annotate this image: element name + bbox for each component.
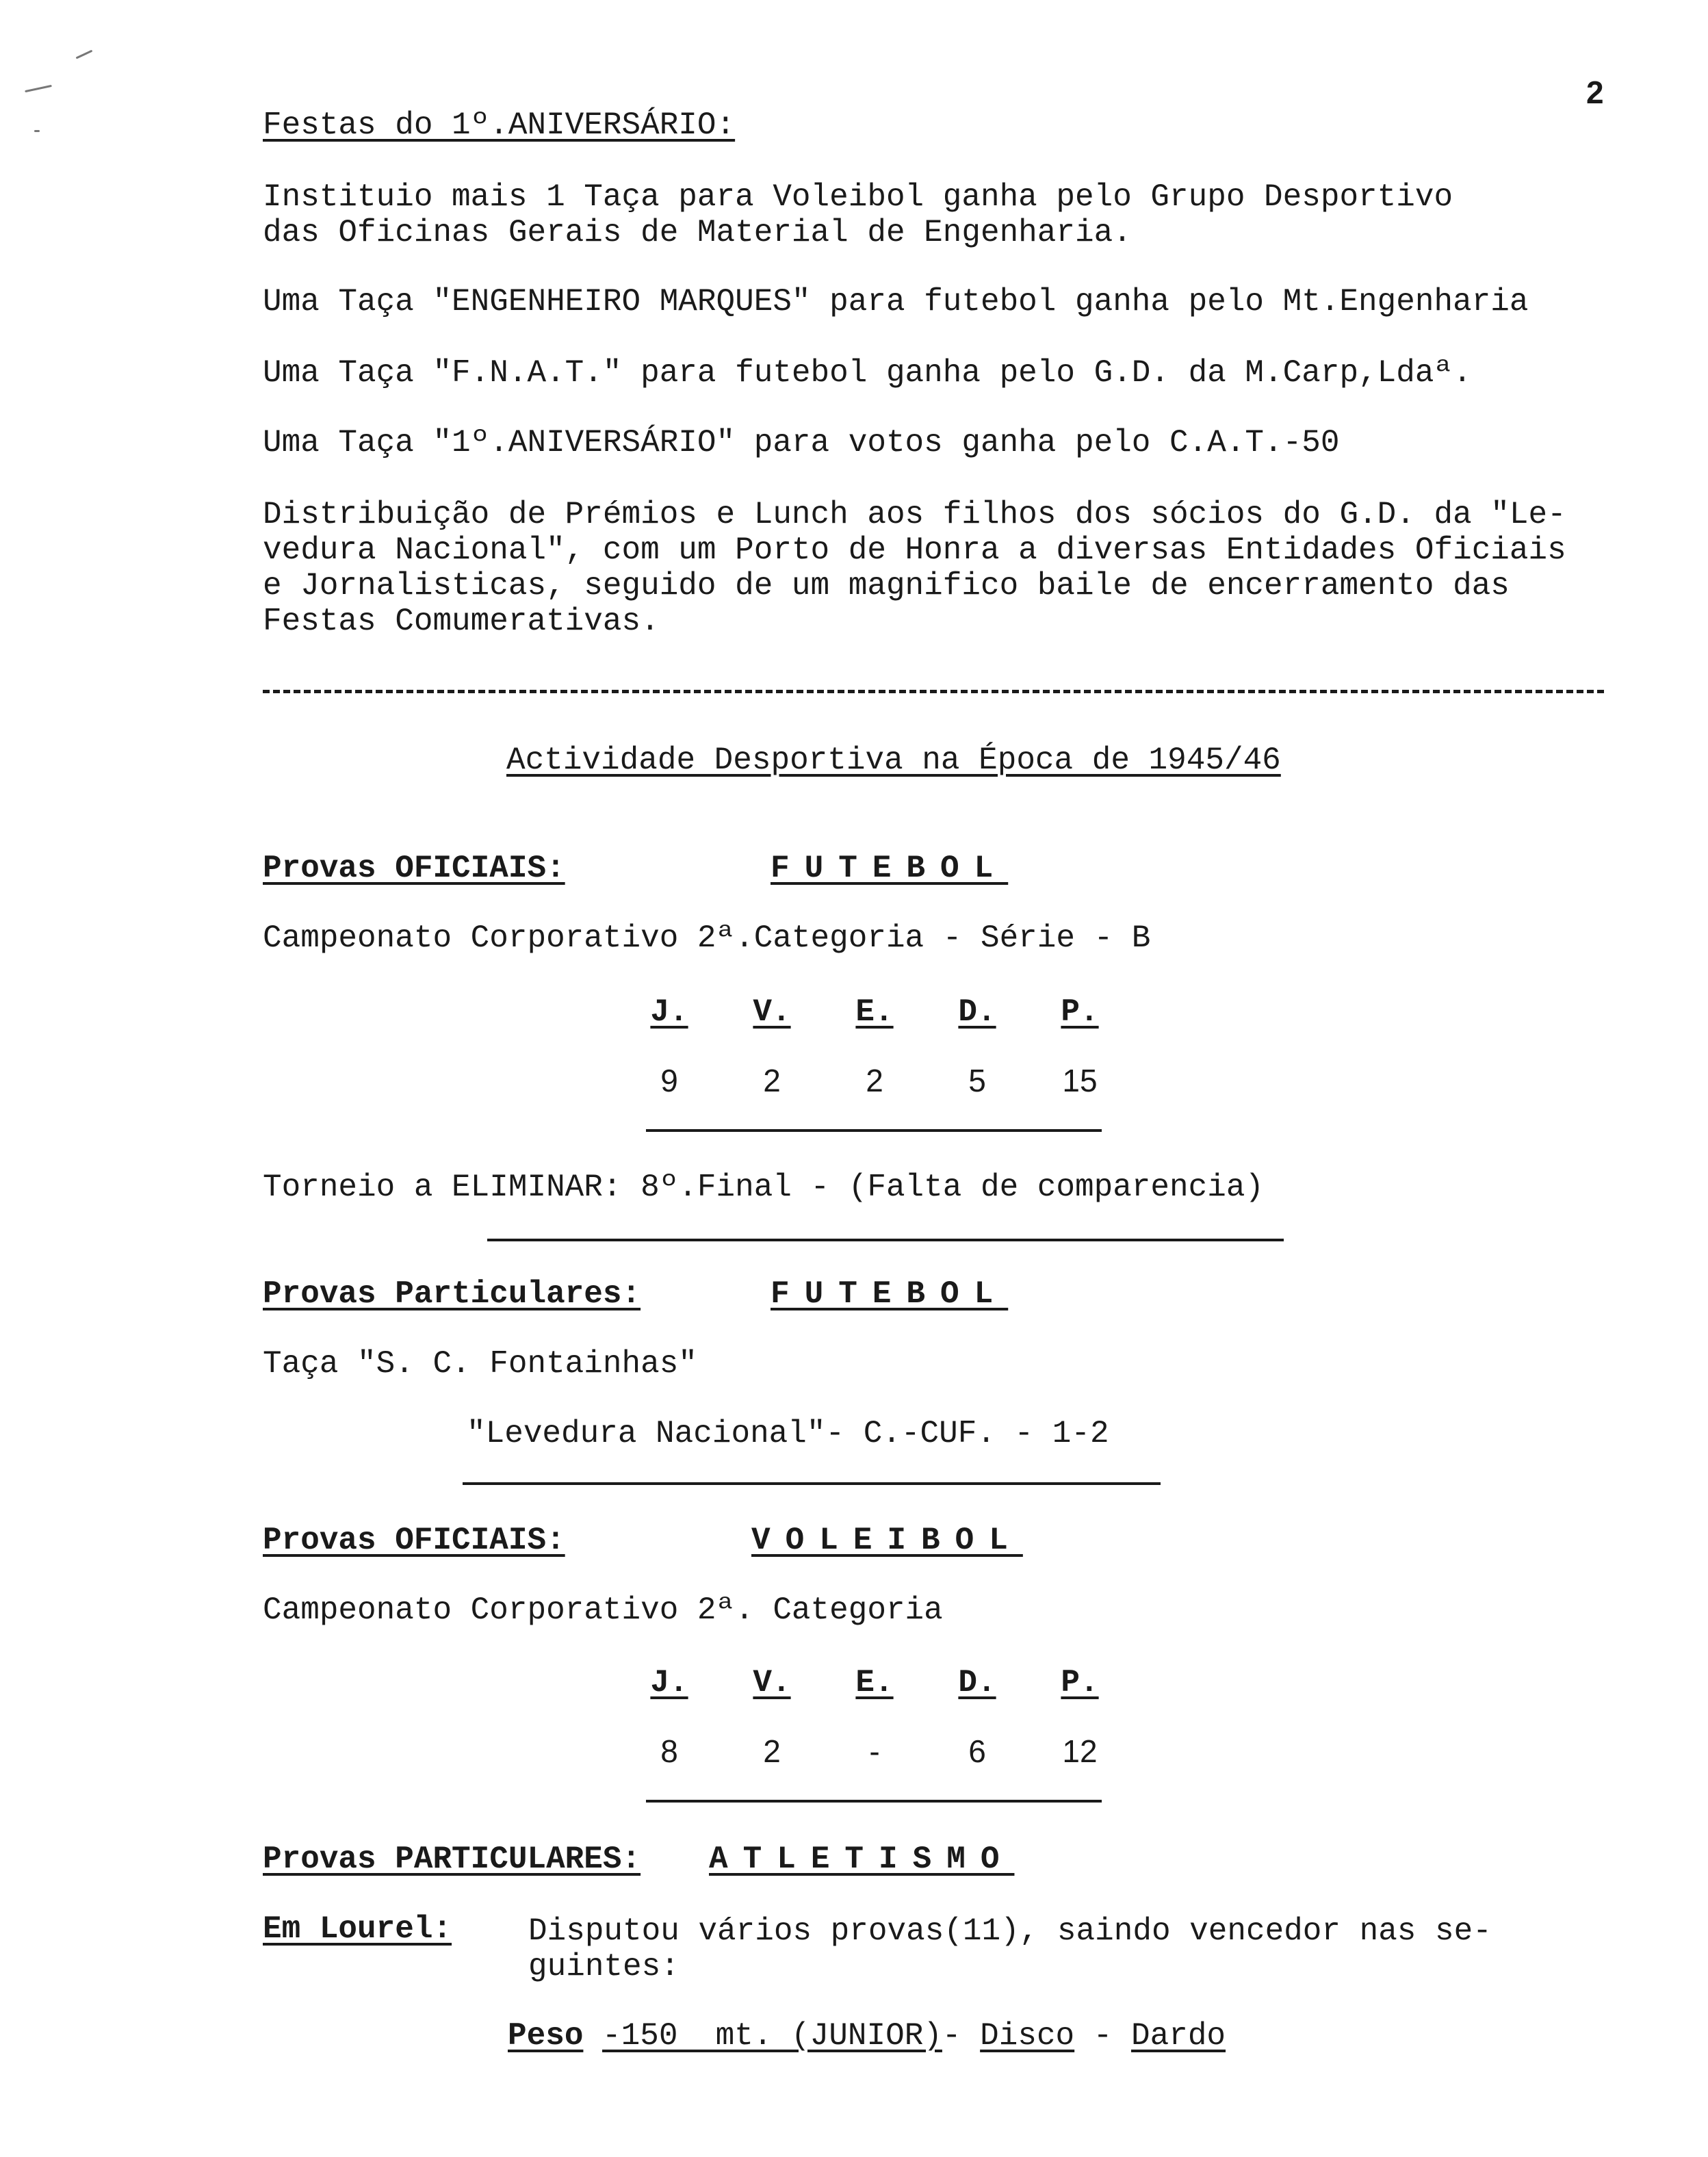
cell-p: 12: [1062, 1733, 1098, 1769]
atletismo-location: Em Lourel:: [263, 1911, 452, 1947]
text-line: Distribuição de Prémios e Lunch aos filhos dos sócios do G.D. da "Le-: [263, 497, 1566, 532]
col-header-d: D.: [958, 994, 996, 1030]
festas-trophy-aniversario: Uma Taça "1º.ANIVERSÁRIO" para votos ganha pelo C.A.T.-50: [263, 425, 1340, 461]
festas-heading: Festas do 1º.ANIVERSÁRIO:: [263, 107, 736, 143]
section-rule: [463, 1482, 1161, 1485]
text-line: e Jornalisticas, seguido de um magnifico baile de encerramento das: [263, 568, 1510, 604]
futebol-oficial-competition: Campeonato Corporativo 2ª.Categoria - Série - B: [263, 920, 1151, 956]
event-sep: [583, 2018, 602, 2054]
futebol-particular-result: "Levedura Nacional"- C.-CUF. - 1-2: [467, 1416, 1109, 1451]
event-disco: Disco: [980, 2018, 1075, 2054]
text-line: Instituio mais 1 Taça para Voleibol ganha pelo Grupo Desportivo: [263, 179, 1453, 215]
col-header-j: J.: [650, 994, 688, 1030]
event-sep: -: [1074, 2018, 1131, 2054]
cell-e: 2: [866, 1063, 883, 1098]
atletismo-description: [528, 1913, 1492, 1985]
col-header-p: P.: [1061, 1665, 1099, 1701]
event-150m-junior: -150 mt. (JUNIOR): [602, 2018, 942, 2054]
text-line: Disputou vários provas(11), saindo vencedor nas se-: [528, 1913, 1492, 1949]
cell-j: 9: [660, 1063, 678, 1098]
voleibol-oficial-label: Provas OFICIAIS:: [263, 1523, 565, 1558]
torneio-line: Torneio a ELIMINAR: 8º.Final - (Falta de comparencia): [263, 1170, 1265, 1205]
festas-paragraph-1: [263, 179, 1453, 250]
event-peso: Peso: [508, 2018, 584, 2054]
futebol-particular-label: Provas Particulares:: [263, 1276, 641, 1312]
futebol-particular-trophy: Taça "S. C. Fontainhas": [263, 1346, 697, 1382]
cell-p: 15: [1062, 1063, 1098, 1098]
voleibol-oficial-sport: VOLEIBOL: [751, 1523, 1023, 1558]
futebol-oficial-sport: FUTEBOL: [771, 851, 1009, 886]
actividade-title: Actividade Desportiva na Época de 1945/46: [506, 742, 1281, 778]
text-line: vedura Nacional", com um Porto de Honra a diversas Entidades Oficiais: [263, 532, 1566, 568]
col-header-j: J.: [650, 1665, 688, 1701]
scan-mark: [76, 50, 93, 60]
cell-j: 8: [660, 1733, 678, 1769]
cell-d: 6: [968, 1733, 986, 1769]
cell-e: -: [869, 1733, 880, 1769]
col-header-e: E.: [855, 994, 894, 1030]
atletismo-label: Provas PARTICULARES:: [263, 1842, 641, 1877]
atletismo-events: [508, 2020, 1226, 2052]
dashed-separator: [263, 690, 1604, 693]
text-line: guintes:: [528, 1949, 680, 1985]
futebol-particular-sport: FUTEBOL: [771, 1276, 1009, 1312]
table-rule: [646, 1129, 1102, 1132]
col-header-v: V.: [753, 1665, 791, 1701]
table-rule: [646, 1800, 1102, 1803]
festas-trophy-engenheiro: Uma Taça "ENGENHEIRO MARQUES" para futebol ganha pelo Mt.Engenharia: [263, 284, 1529, 320]
festas-paragraph-5: [263, 497, 1566, 639]
scan-mark: [25, 85, 52, 92]
festas-trophy-fnat: Uma Taça "F.N.A.T." para futebol ganha pelo G.D. da M.Carp,Ldaª.: [263, 355, 1472, 391]
cell-d: 5: [968, 1063, 986, 1098]
cell-v: 2: [763, 1733, 781, 1769]
voleibol-oficial-competition: Campeonato Corporativo 2ª. Categoria: [263, 1592, 943, 1628]
event-sep: -: [942, 2018, 981, 2054]
scan-mark: [34, 130, 40, 132]
col-header-v: V.: [753, 994, 791, 1030]
text-line: das Oficinas Gerais de Material de Engenharia.: [263, 215, 1132, 250]
event-dardo: Dardo: [1131, 2018, 1226, 2054]
col-header-p: P.: [1061, 994, 1099, 1030]
page-number: 2: [1586, 75, 1604, 110]
col-header-d: D.: [958, 1665, 996, 1701]
col-header-e: E.: [855, 1665, 894, 1701]
cell-v: 2: [763, 1063, 781, 1098]
text-line: Festas Comumerativas.: [263, 604, 660, 639]
section-rule: [487, 1239, 1284, 1241]
atletismo-sport: ATLETISMO: [709, 1842, 1015, 1877]
futebol-oficial-label: Provas OFICIAIS:: [263, 851, 565, 886]
